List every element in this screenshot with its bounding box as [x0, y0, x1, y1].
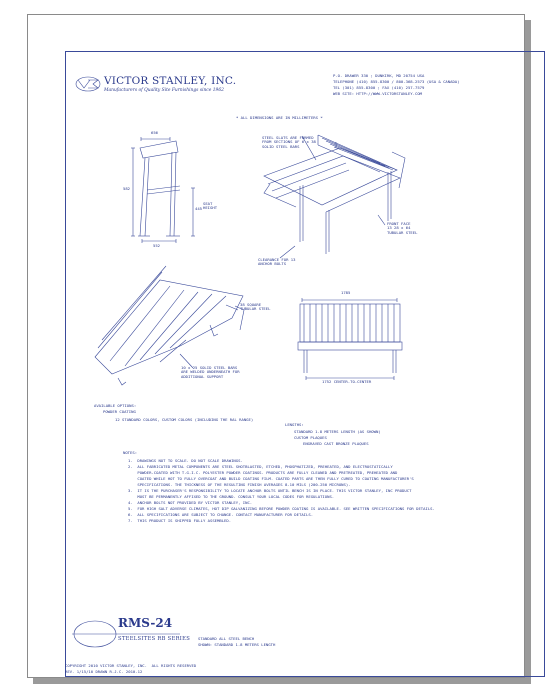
- note-line: 2. ALL FABRICATED METAL COMPONENTS ARE STEEL SHOTBLASTED, ETCHED, PHOSPHATIZED, PREHEATED, AND ELECTROSTATICALLY: [128, 464, 393, 469]
- company-name: VICTOR STANLEY, INC.: [104, 75, 237, 87]
- revision: REV. 1/15/10 DRAWN R.J.C. 2010-12: [65, 669, 143, 674]
- copyright: COPYRIGHT 2010 VICTOR STANLEY, INC. ALL RIGHTS RESERVED: [65, 663, 197, 668]
- callout-anchor-bolts: CLEARANCE FOR 13 ANCHOR BOLTS: [258, 257, 296, 267]
- note-line: COATED WHILE HOT TO FULLY OVERCOAT AND BUILD COATING FILM. COATED PARTS ARE THEN FULLY CURED TO COATING MANUFACTURER'S: [128, 476, 414, 481]
- lengths-title: LENGTHS:: [285, 422, 304, 427]
- dim-side-width: 656: [151, 130, 159, 135]
- leader-lines: [180, 136, 385, 368]
- dim-front-centers: 1752 CENTER-TO-CENTER: [322, 379, 372, 384]
- note-line: POWDER-COATED WITH T.G.I.C. POLYESTER POWDER COATINGS. PRODUCTS ARE FULLY CLEANED AND PRETREATED, PREHEATED AND: [128, 470, 398, 475]
- contact-line-2: TELEPHONE (410) 855-8300 / 800-368-2573 (USA & CANADA): [333, 79, 460, 84]
- model-number: RMS-24: [118, 616, 173, 630]
- dim-seat-height-label: SEAT HEIGHT: [203, 201, 218, 211]
- note-line: SPECIFICATIONS. THE THICKNESS OF THE RESULTING FINISH AVERAGES 8-10 MILS (200-250 MICRONS).: [128, 482, 351, 487]
- side-view-drawing: [131, 137, 195, 243]
- options-colors: 12 STANDARD COLORS, CUSTOM COLORS (INCLUDING THE RAL RANGE): [115, 417, 254, 422]
- dim-seat-height-value: 445: [195, 206, 203, 211]
- isometric-bench-drawing: [264, 135, 405, 254]
- bench-shown: SHOWN: STANDARD 1.8 METERS LENGTH: [198, 642, 276, 647]
- note-line: 7. THIS PRODUCT IS SHIPPED FULLY ASSEMBLED.: [128, 518, 232, 523]
- contact-line-4: WEB SITE: HTTP://WWW.VICTORSTANLEY.COM: [333, 91, 423, 96]
- note-line: 1. DRAWINGS NOT TO SCALE. DO NOT SCALE DRAWINGS.: [128, 458, 243, 463]
- options-title: AVAILABLE OPTIONS:: [94, 403, 137, 408]
- note-line: MUST BE PERMANENTLY AFFIXED TO THE GROUND. CONSULT YOUR LOCAL CODES FOR REGULATIONS.: [128, 494, 335, 499]
- dim-side-depth: 552: [153, 243, 161, 248]
- bench-description: STANDARD ALL STEEL BENCH: [198, 636, 255, 641]
- company-tagline: Manufacturers of Quality Site Furnishings since 1962: [104, 88, 224, 93]
- note-line: 5. FOR HIGH SALT ADVERSE CLIMATES, HOT DIP GALVANIZING BEFORE POWDER COATING IS AVAILABLE. SEE WRITTEN SPECIFICATIONS FOR DETAILS.: [128, 506, 435, 511]
- contact-line-3: TEL (301) 855-8300 ; FAX (410) 257-7579: [333, 85, 425, 90]
- callout-support-bars: 10 x 25 SOLID STEEL BARS ARE WELDED UNDERNEATH FOR ADDITIONAL SUPPORT: [181, 365, 240, 379]
- note-line: 6. ALL SPECIFICATIONS ARE SUBJECT TO CHANGE. CONTACT MANUFACTURER FOR DETAILS.: [128, 512, 314, 517]
- company-logo-icon: [76, 77, 100, 91]
- series-name: STEELSITES RB SERIES: [118, 636, 191, 642]
- note-line: 4. ANCHOR BOLTS NOT PROVIDED BY VICTOR STANLEY, INC.: [128, 500, 253, 505]
- front-view-drawing: [298, 298, 402, 380]
- dimensions-note: * ALL DIMENSIONS ARE IN MILLIMETERS *: [236, 115, 323, 120]
- callout-square-tube: 38 SQUARE TUBULAR STEEL: [240, 302, 271, 312]
- lengths-custom: CUSTOM PLAQUES: [294, 435, 327, 440]
- callout-front-frame: FRONT FACE 13 28 x 64 TUBULAR STEEL: [387, 221, 418, 235]
- contact-line-1: P.O. DRAWER 330 ; DUNKIRK, MD 20754 USA: [333, 73, 425, 78]
- dim-front-length: 1785: [341, 290, 351, 295]
- lengths-standard: STANDARD 1.8 METERS LENGTH (AS SHOWN): [294, 429, 381, 434]
- lengths-engraved: ENGRAVED CAST BRONZE PLAQUES: [303, 441, 369, 446]
- note-line: 3. IT IS THE PURCHASER'S RESPONSIBILITY TO LOCATE ANCHOR BOLTS UNTIL BENCH IS IN PLACE. THIS VICTOR STANLEY, INC PRODUCT: [128, 488, 412, 493]
- callout-steel-slats: STEEL SLATS ARE FORMED FROM SECTIONS OF 6 x 38 SOLID STEEL BARS: [262, 135, 316, 149]
- options-powder: POWDER COATING: [103, 409, 136, 414]
- notes-title: NOTES:: [123, 450, 138, 455]
- dim-side-height: 582: [123, 186, 131, 191]
